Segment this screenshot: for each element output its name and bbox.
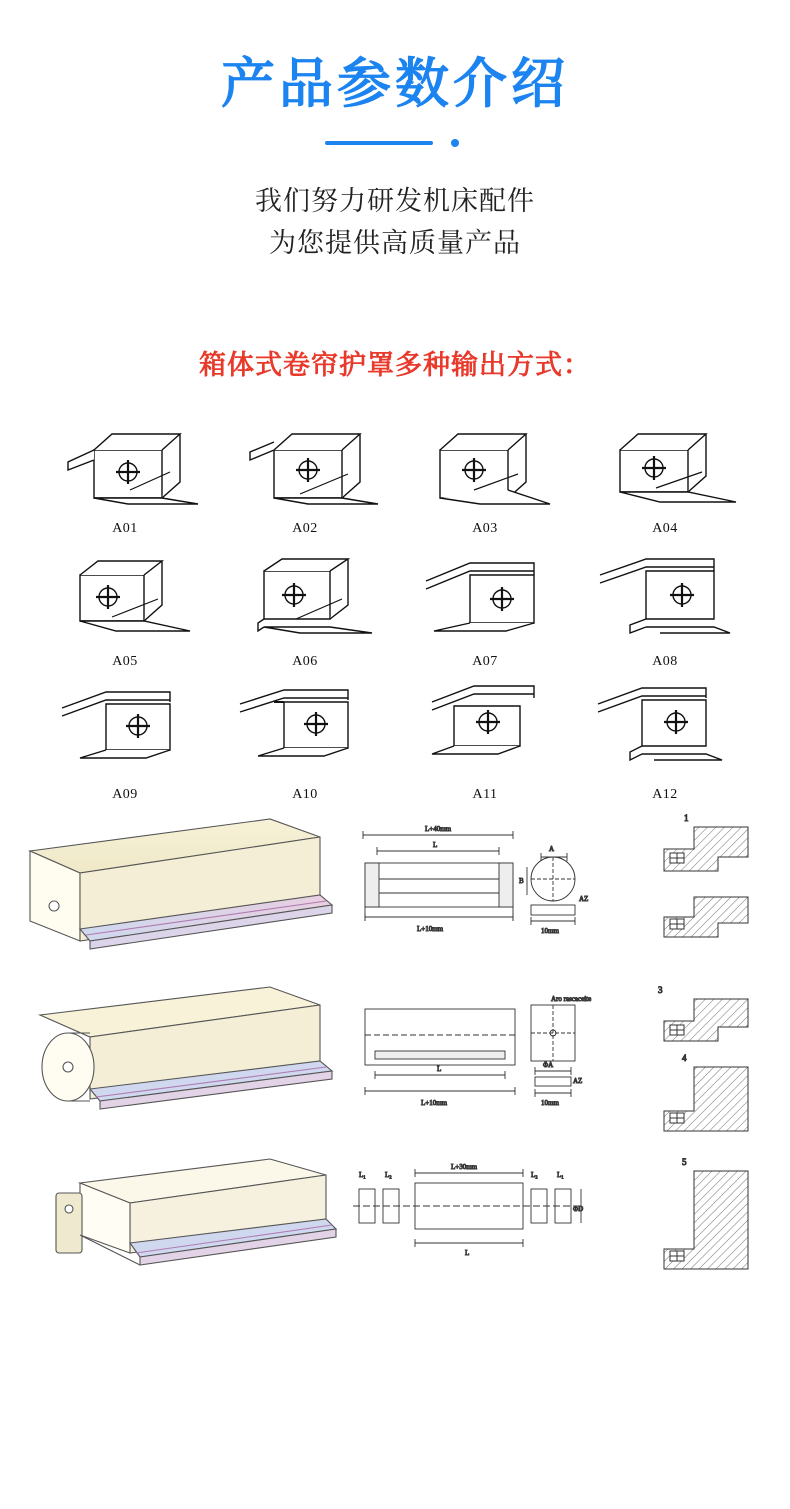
dimension-drawing-1: [345, 809, 595, 979]
svg-text:A: A: [549, 845, 555, 854]
profile-group-bottom: [595, 1149, 775, 1319]
divider-dot: [451, 139, 459, 147]
svg-text:10mm: 10mm: [541, 927, 559, 936]
cover-type-a07[interactable]: [395, 545, 575, 670]
svg-text:L: L: [465, 1249, 470, 1258]
svg-text:AZ: AZ: [579, 895, 589, 904]
svg-text:L+10mm: L+10mm: [417, 925, 444, 934]
cover-type-label: A01: [112, 521, 138, 537]
cover-type-label: A10: [292, 787, 318, 803]
title-divider: [325, 135, 465, 151]
section-title: 箱体式卷帘护罩多种输出方式：: [199, 350, 591, 381]
subtitle: [0, 181, 790, 265]
cover-type-label: A07: [472, 654, 498, 670]
svg-text:5: 5: [681, 1157, 686, 1168]
dimension-drawing-2: [345, 979, 595, 1149]
svg-text:L₁: L₁: [557, 1171, 564, 1180]
cover-type-a04[interactable]: [575, 412, 755, 537]
page-header: [0, 0, 790, 265]
svg-text:L+30mm: L+30mm: [451, 1163, 478, 1172]
perspective-drawing-1: [15, 809, 345, 979]
svg-text:3: 3: [657, 985, 662, 996]
cover-type-a11[interactable]: [395, 678, 575, 803]
svg-text:B: B: [519, 877, 524, 886]
divider-bar: [325, 141, 433, 145]
cover-type-label: A11: [472, 787, 498, 803]
cover-type-a03[interactable]: [395, 412, 575, 537]
perspective-drawing-2: [15, 979, 345, 1149]
roller-cover-type-grid: [35, 412, 755, 803]
profile-group-top: [595, 809, 775, 979]
cover-type-a10[interactable]: [215, 678, 395, 803]
cover-type-a01[interactable]: [35, 412, 215, 537]
svg-text:10mm: 10mm: [541, 1099, 559, 1108]
technical-drawings: [15, 809, 775, 1319]
svg-text:L₂: L₂: [385, 1171, 392, 1180]
svg-text:L₂: L₂: [531, 1171, 538, 1180]
subtitle-line-1: 我们努力研发机床配件: [255, 186, 535, 217]
cover-type-label: A12: [652, 787, 678, 803]
svg-text:L: L: [437, 1065, 442, 1074]
cover-type-a12[interactable]: [575, 678, 755, 803]
svg-text:AZ: AZ: [573, 1077, 583, 1086]
page-title: 产品参数介绍: [221, 52, 569, 115]
svg-text:Aro rascaceite: Aro rascaceite: [551, 995, 592, 1004]
svg-text:ΦD: ΦD: [573, 1205, 584, 1214]
profile-group-mid: [595, 979, 775, 1149]
cover-type-a06[interactable]: [215, 545, 395, 670]
cover-type-a02[interactable]: [215, 412, 395, 537]
svg-text:L: L: [433, 841, 438, 850]
dimension-drawing-3: [345, 1149, 595, 1319]
cover-type-label: A06: [292, 654, 318, 670]
svg-text:L+40mm: L+40mm: [425, 825, 452, 834]
cover-type-label: A03: [472, 521, 498, 537]
cover-type-a08[interactable]: [575, 545, 755, 670]
cover-type-label: A05: [112, 654, 138, 670]
svg-text:L₁: L₁: [359, 1171, 366, 1180]
cover-type-a09[interactable]: [35, 678, 215, 803]
cover-type-label: A02: [292, 521, 318, 537]
svg-text:1: 1: [683, 813, 688, 824]
svg-text:4: 4: [681, 1053, 686, 1064]
cover-type-label: A04: [652, 521, 678, 537]
cover-type-a05[interactable]: [35, 545, 215, 670]
perspective-drawing-3: [15, 1149, 345, 1319]
svg-text:L+10mm: L+10mm: [421, 1099, 448, 1108]
cover-type-label: A09: [112, 787, 138, 803]
subtitle-line-2: 为您提供高质量产品: [269, 228, 521, 259]
svg-text:ΦA: ΦA: [543, 1061, 554, 1070]
cover-type-label: A08: [652, 654, 678, 670]
